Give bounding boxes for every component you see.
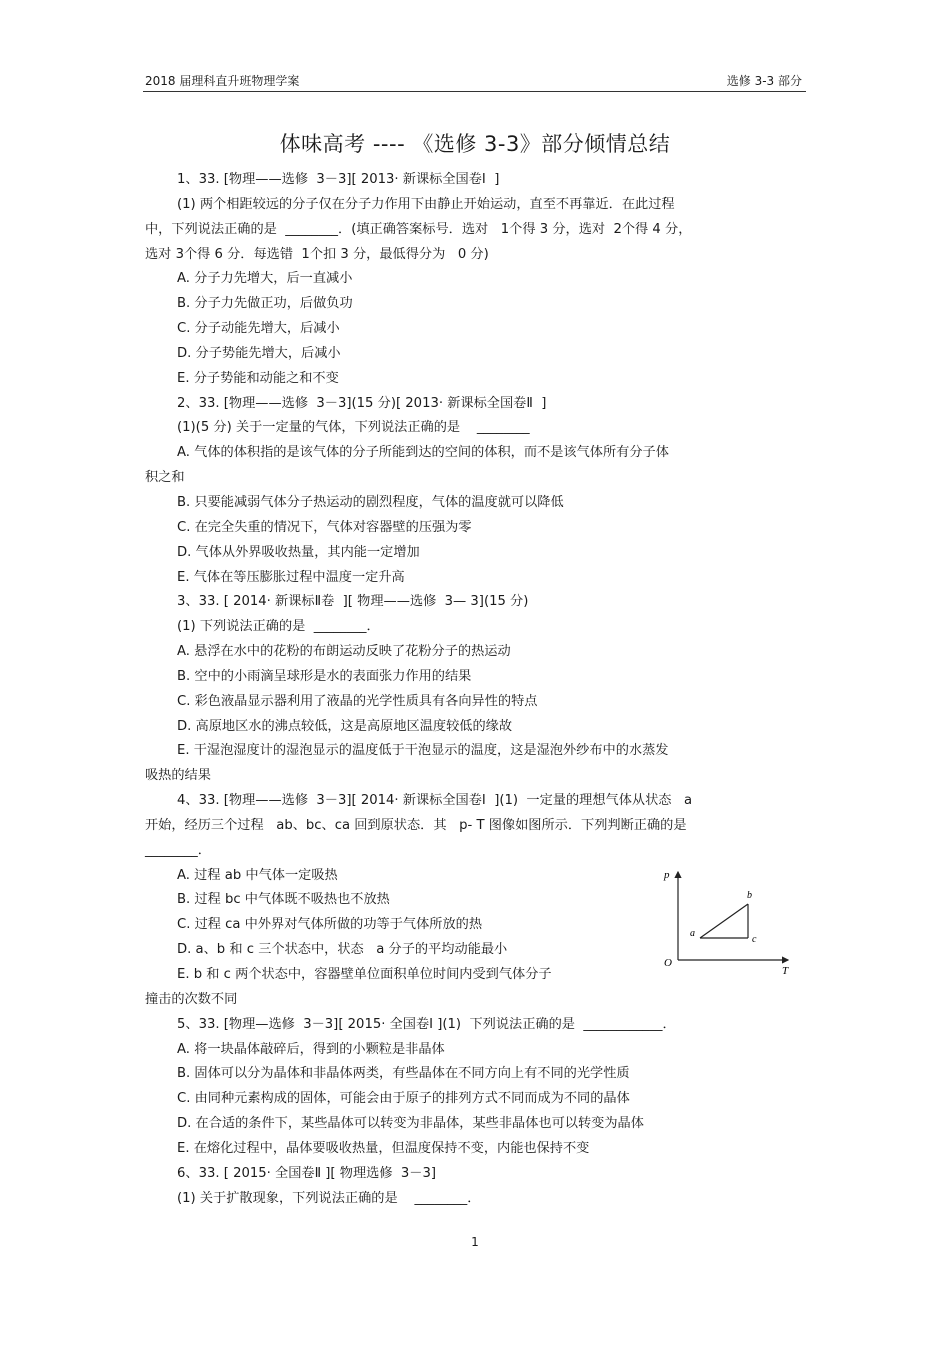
text-line: D. a、b 和 c 三个状态中，状态 a 分子的平均动能最小 [177, 942, 508, 958]
x-axis-label: T [782, 965, 789, 976]
page-title: 体味高考 ---- 《选修 3-3》部分倾情总结 [279, 132, 671, 156]
text-line: 6、33. [ 2015· 全国卷Ⅱ ][ 物理选修 3－3] [177, 1165, 436, 1181]
text-line: C. 过程 ca 中外界对气体所做的功等于气体所放的热 [177, 917, 483, 933]
text-line: B. 固体可以分为晶体和非晶体两类，有些晶体在不同方向上有不同的光学性质 [177, 1066, 630, 1082]
text-line: B. 过程 bc 中气体既不吸热也不放热 [177, 892, 390, 908]
text-line: C. 彩色液晶显示器利用了液晶的光学性质具有各向异性的特点 [177, 693, 538, 709]
text-line: 开始，经历三个过程 ab、bc、ca 回到原状态．其 p- T 图像如图所示．下列判断正确的是 [145, 817, 687, 833]
text-line: (1) 下列说法正确的是 ________． [177, 619, 380, 635]
text-line: D. 气体从外界吸收热量，其内能一定增加 [177, 544, 420, 560]
text-line: C. 在完全失重的情况下，气体对容器壁的压强为零 [177, 519, 472, 535]
page-number: 1 [471, 1235, 479, 1249]
header-right: 选修 3-3 部分 [726, 74, 802, 88]
text-line: (1) 两个相距较远的分子仅在分子力作用下由静止开始运动，直至不再靠近．在此过程 [177, 196, 675, 212]
header-left: 2018 届理科直升班物理学案 [145, 74, 300, 88]
text-line: B. 分子力先做正功，后做负功 [177, 296, 353, 312]
text-line: 1、33. [物理——选修 3－3][ 2013· 新课标全国卷Ⅰ ] [177, 172, 500, 187]
text-line: E. b 和 c 两个状态中，容器壁单位面积单位时间内受到气体分子 [177, 967, 552, 982]
text-line: B. 只要能减弱气体分子热运动的剧烈程度，气体的温度就可以降低 [177, 494, 564, 510]
origin-label: O [664, 957, 672, 969]
text-line: A. 过程 ab 中气体一定吸热 [177, 867, 338, 883]
y-axis-label: p [664, 869, 670, 881]
text-line: (1)(5 分) 关于一定量的气体，下列说法正确的是 ________ [177, 420, 530, 436]
text-line: E. 干湿泡湿度计的湿泡显示的温度低于干泡显示的温度，这是湿泡外纱布中的水蒸发 [177, 743, 669, 759]
process-ab [700, 904, 748, 938]
text-line: E. 在熔化过程中，晶体要吸收热量，但温度保持不变，内能也保持不变 [177, 1140, 590, 1156]
text-line: C. 分子动能先增大，后减小 [177, 321, 340, 337]
text-line: 3、33. [ 2014· 新课标Ⅱ卷 ][ 物理——选修 3— 3](15 分) [177, 594, 529, 610]
text-line: A. 将一块晶体敲碎后，得到的小颗粒是非晶体 [177, 1041, 445, 1057]
text-line: 中，下列说法正确的是 ________．(填正确答案标号．选对 1个得 3 分，选对 2个得 4 分， [145, 221, 692, 237]
text-line: C. 由同种元素构成的固体，可能会由于原子的排列方式不同而成为不同的晶体 [177, 1091, 630, 1107]
text-line: (1) 关于扩散现象，下列说法正确的是 ________． [177, 1190, 481, 1206]
point-a-label: a [690, 928, 695, 939]
text-line: 积之和 [145, 470, 185, 486]
text-line: A. 悬浮在水中的花粉的布朗运动反映了花粉分子的热运动 [177, 644, 511, 660]
text-line: D. 分子势能先增大，后减小 [177, 345, 341, 361]
text-line: 4、33. [物理——选修 3－3][ 2014· 新课标全国卷Ⅰ ](1) 一定量的理想气体从状态 a [177, 793, 693, 809]
text-line: ________． [145, 842, 211, 858]
text-line: A. 分子力先增大，后一直减小 [177, 271, 353, 287]
text-line: 吸热的结果 [145, 768, 211, 784]
text-line: D. 高原地区水的沸点较低，这是高原地区温度较低的缘故 [177, 718, 513, 734]
point-b-label: b [747, 890, 752, 901]
text-line: 撞击的次数不同 [145, 991, 238, 1007]
text-line: D. 在合适的条件下，某些晶体可以转变为非晶体，某些非晶体也可以转变为晶体 [177, 1116, 644, 1132]
text-line: E. 分子势能和动能之和不变 [177, 370, 339, 386]
pt-graph-figure [656, 866, 796, 976]
text-line: 选对 3个得 6 分．每选错 1个扣 3 分，最低得分为 0 分) [145, 246, 489, 262]
text-line: 2、33. [物理——选修 3－3](15 分)[ 2013· 新课标全国卷Ⅱ ] [177, 395, 547, 411]
header-rule [143, 91, 806, 92]
point-c-label: c [752, 934, 757, 945]
document-body [145, 168, 815, 1211]
text-line: A. 气体的体积指的是该气体的分子所能到达的空间的体积，而不是该气体所有分子体 [177, 445, 669, 461]
text-line: E. 气体在等压膨胀过程中温度一定升高 [177, 569, 405, 585]
text-line: 5、33. [物理—选修 3－3][ 2015· 全国卷Ⅰ ](1) 下列说法正确的是 ____________． [177, 1016, 676, 1032]
text-line: B. 空中的小雨滴呈球形是水的表面张力作用的结果 [177, 668, 472, 684]
